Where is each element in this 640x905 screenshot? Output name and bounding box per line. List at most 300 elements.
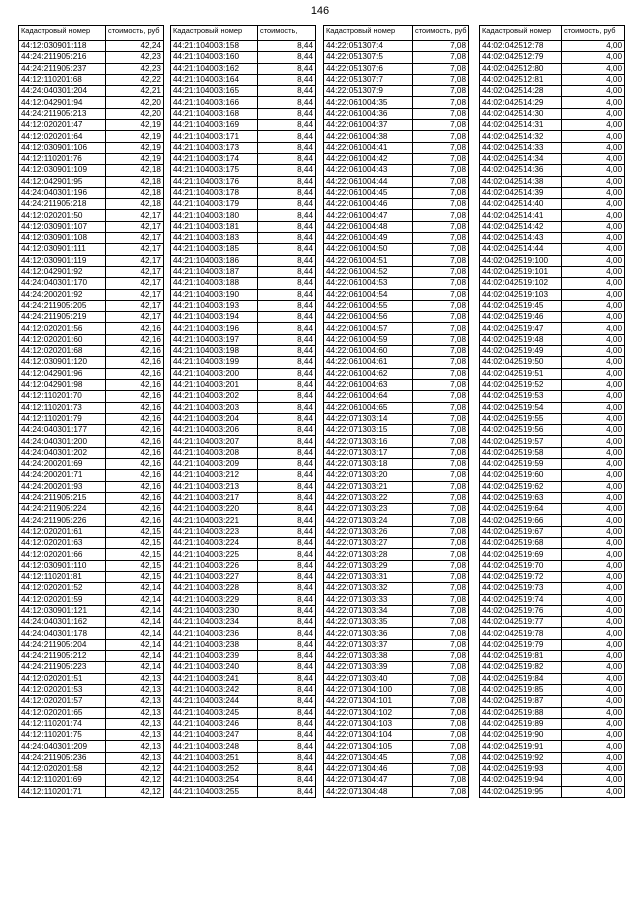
cost-cell: 4,00	[562, 470, 625, 481]
cadastral-number-cell: 44:22:061004:56	[324, 312, 413, 323]
cadastral-number-cell: 44:12:020201:65	[19, 707, 106, 718]
cadastral-number-cell: 44:21:104003:200	[171, 368, 258, 379]
table-row	[324, 628, 469, 639]
cost-cell: 7,08	[413, 255, 469, 266]
cost-cell: 8,44	[258, 458, 316, 469]
cost-cell: 42,21	[106, 86, 164, 97]
table-row	[480, 244, 625, 255]
table-header-row	[19, 26, 164, 41]
table-row	[324, 504, 469, 515]
cadastral-number-cell: 44:22:061004:42	[324, 153, 413, 164]
table-row	[19, 571, 164, 582]
table-row	[171, 696, 316, 707]
table-row	[324, 436, 469, 447]
table-row	[171, 233, 316, 244]
cadastral-number-cell: 44:02:042519:64	[480, 504, 562, 515]
cost-cell: 4,00	[562, 346, 625, 357]
cadastral-number-cell: 44:12:110201:71	[19, 786, 106, 797]
cadastral-number-cell: 44:12:030901:119	[19, 255, 106, 266]
cost-cell: 4,00	[562, 357, 625, 368]
cadastral-number-cell: 44:21:104003:213	[171, 481, 258, 492]
cadastral-number-cell: 44:21:104003:254	[171, 775, 258, 786]
cost-cell: 7,08	[413, 244, 469, 255]
table-row	[324, 741, 469, 752]
cost-cell: 7,08	[413, 639, 469, 650]
table-row	[19, 142, 164, 153]
table-row	[171, 639, 316, 650]
cadastral-number-cell: 44:02:042519:47	[480, 323, 562, 334]
cost-cell: 42,17	[106, 300, 164, 311]
cadastral-number-cell: 44:21:104003:197	[171, 334, 258, 345]
cadastral-number-cell: 44:24:211905:223	[19, 662, 106, 673]
table-row	[324, 255, 469, 266]
table-row	[324, 357, 469, 368]
cost-cell: 8,44	[258, 707, 316, 718]
cost-cell: 7,08	[413, 447, 469, 458]
table-row	[171, 651, 316, 662]
cadastral-number-cell: 44:21:104003:212	[171, 470, 258, 481]
cadastral-number-cell: 44:21:104003:179	[171, 199, 258, 210]
cost-cell: 7,08	[413, 74, 469, 85]
table-row	[324, 346, 469, 357]
cadastral-number-cell: 44:21:104003:173	[171, 142, 258, 153]
cadastral-number-cell: 44:22:061004:41	[324, 142, 413, 153]
cost-cell: 8,44	[258, 662, 316, 673]
cost-cell: 4,00	[562, 447, 625, 458]
cost-cell: 7,08	[413, 312, 469, 323]
cost-cell: 8,44	[258, 312, 316, 323]
table-row	[480, 357, 625, 368]
table-row	[480, 549, 625, 560]
cadastral-number-cell: 44:24:040301:170	[19, 278, 106, 289]
cadastral-number-cell: 44:21:104003:209	[171, 458, 258, 469]
cost-cell: 4,00	[562, 571, 625, 582]
cost-cell: 8,44	[258, 560, 316, 571]
table-row	[480, 752, 625, 763]
cost-cell: 7,08	[413, 560, 469, 571]
table-row	[171, 436, 316, 447]
cadastral-number-cell: 44:21:104003:204	[171, 413, 258, 424]
cost-cell: 7,08	[413, 176, 469, 187]
cadastral-number-cell: 44:12:030901:111	[19, 244, 106, 255]
table-row	[171, 74, 316, 85]
cost-cell: 8,44	[258, 357, 316, 368]
cadastral-number-cell: 44:02:042519:58	[480, 447, 562, 458]
cost-cell: 7,08	[413, 120, 469, 131]
table-row	[324, 108, 469, 119]
cadastral-number-cell: 44:22:061004:48	[324, 221, 413, 232]
cost-cell: 4,00	[562, 300, 625, 311]
table-row	[19, 210, 164, 221]
table-row	[324, 86, 469, 97]
table-row	[19, 131, 164, 142]
table-row	[19, 323, 164, 334]
cadastral-number-cell: 44:02:042519:69	[480, 549, 562, 560]
cadastral-number-cell: 44:02:042514:43	[480, 233, 562, 244]
cadastral-number-cell: 44:22:071303:24	[324, 515, 413, 526]
table-row	[171, 142, 316, 153]
table-row	[324, 131, 469, 142]
cadastral-number-cell: 44:12:030901:108	[19, 233, 106, 244]
cost-cell: 8,44	[258, 278, 316, 289]
table-row	[480, 594, 625, 605]
table-row	[480, 402, 625, 413]
cost-cell: 4,00	[562, 86, 625, 97]
cost-cell: 4,00	[562, 221, 625, 232]
cadastral-number-cell: 44:02:042519:45	[480, 300, 562, 311]
cost-cell: 7,08	[413, 323, 469, 334]
cadastral-number-cell: 44:12:020201:57	[19, 696, 106, 707]
table-row	[19, 594, 164, 605]
cost-cell: 7,08	[413, 549, 469, 560]
table-row	[480, 538, 625, 549]
cadastral-number-cell: 44:22:071304:103	[324, 718, 413, 729]
table-row	[480, 142, 625, 153]
cost-cell: 42,16	[106, 515, 164, 526]
cost-cell: 4,00	[562, 74, 625, 85]
cost-cell: 42,16	[106, 334, 164, 345]
table-row	[19, 696, 164, 707]
cost-cell: 4,00	[562, 707, 625, 718]
table-row	[480, 571, 625, 582]
cost-cell: 8,44	[258, 97, 316, 108]
cost-cell: 8,44	[258, 153, 316, 164]
cost-cell: 4,00	[562, 402, 625, 413]
table-row	[480, 165, 625, 176]
cadastral-number-cell: 44:21:104003:199	[171, 357, 258, 368]
table-row	[324, 176, 469, 187]
cadastral-number-cell: 44:12:030901:109	[19, 165, 106, 176]
cost-cell: 8,44	[258, 571, 316, 582]
cadastral-number-cell: 44:02:042519:52	[480, 379, 562, 390]
cost-cell: 8,44	[258, 594, 316, 605]
cost-cell: 7,08	[413, 165, 469, 176]
cost-cell: 8,44	[258, 436, 316, 447]
cadastral-number-cell: 44:22:071303:20	[324, 470, 413, 481]
table-row	[19, 639, 164, 650]
cadastral-number-cell: 44:02:042514:28	[480, 86, 562, 97]
cost-cell: 4,00	[562, 764, 625, 775]
table-row	[324, 199, 469, 210]
cost-cell: 8,44	[258, 244, 316, 255]
table-row	[324, 391, 469, 402]
cost-cell: 8,44	[258, 131, 316, 142]
cost-cell: 42,16	[106, 425, 164, 436]
table-row	[171, 571, 316, 582]
table-row	[324, 526, 469, 537]
cadastral-number-cell: 44:02:042514:33	[480, 142, 562, 153]
table-row	[171, 707, 316, 718]
cadastral-number-cell: 44:02:042519:79	[480, 639, 562, 650]
cost-cell: 42,14	[106, 628, 164, 639]
table-row	[324, 334, 469, 345]
cost-cell: 4,00	[562, 730, 625, 741]
table-header-row	[324, 26, 469, 41]
cost-cell: 7,08	[413, 436, 469, 447]
table-row	[171, 165, 316, 176]
cadastral-number-cell: 44:02:042519:63	[480, 492, 562, 503]
cadastral-number-cell: 44:12:042901:96	[19, 368, 106, 379]
cadastral-number-cell: 44:22:071303:23	[324, 504, 413, 515]
cost-cell: 8,44	[258, 142, 316, 153]
cadastral-number-cell: 44:22:071304:102	[324, 707, 413, 718]
cadastral-number-cell: 44:02:042519:73	[480, 583, 562, 594]
table-row	[19, 673, 164, 684]
table-row	[480, 97, 625, 108]
cost-cell: 8,44	[258, 391, 316, 402]
cadastral-number-cell: 44:24:200201:71	[19, 470, 106, 481]
table-row	[480, 605, 625, 616]
cost-cell: 8,44	[258, 741, 316, 752]
cadastral-number-cell: 44:12:030901:121	[19, 605, 106, 616]
cost-cell: 42,16	[106, 346, 164, 357]
table-row	[480, 651, 625, 662]
cost-cell: 42,16	[106, 458, 164, 469]
cadastral-number-cell: 44:21:104003:168	[171, 108, 258, 119]
cadastral-number-cell: 44:21:104003:221	[171, 515, 258, 526]
cost-cell: 42,16	[106, 402, 164, 413]
table-row	[171, 153, 316, 164]
cost-cell: 7,08	[413, 481, 469, 492]
cadastral-number-cell: 44:21:104003:251	[171, 752, 258, 763]
cadastral-number-cell: 44:02:042519:89	[480, 718, 562, 729]
cadastral-number-cell: 44:22:061004:54	[324, 289, 413, 300]
cadastral-number-cell: 44:21:104003:240	[171, 662, 258, 673]
table-row	[171, 684, 316, 695]
cost-cell: 42,16	[106, 492, 164, 503]
cadastral-number-cell: 44:22:061004:57	[324, 323, 413, 334]
cadastral-number-cell: 44:22:061004:45	[324, 187, 413, 198]
cadastral-number-cell: 44:02:042514:42	[480, 221, 562, 232]
table-row	[171, 278, 316, 289]
header-cost: стоимость, руб	[106, 26, 164, 41]
cadastral-number-cell: 44:12:110201:74	[19, 718, 106, 729]
cadastral-number-cell: 44:22:071304:101	[324, 696, 413, 707]
table-row	[480, 764, 625, 775]
table-row	[19, 52, 164, 63]
cadastral-number-cell: 44:02:042519:46	[480, 312, 562, 323]
table-row	[171, 108, 316, 119]
cost-cell: 7,08	[413, 278, 469, 289]
table-row	[171, 775, 316, 786]
table-row	[171, 662, 316, 673]
cost-cell: 8,44	[258, 108, 316, 119]
cost-cell: 42,19	[106, 153, 164, 164]
cadastral-number-cell: 44:21:104003:206	[171, 425, 258, 436]
cost-cell: 42,15	[106, 538, 164, 549]
cadastral-number-cell: 44:12:030901:118	[19, 41, 106, 52]
table-row	[480, 368, 625, 379]
cadastral-number-cell: 44:22:071304:46	[324, 764, 413, 775]
cost-cell: 42,13	[106, 752, 164, 763]
cadastral-number-cell: 44:22:071303:37	[324, 639, 413, 650]
table-row	[480, 187, 625, 198]
table-row	[324, 583, 469, 594]
cadastral-number-cell: 44:21:104003:175	[171, 165, 258, 176]
cadastral-number-cell: 44:12:020201:68	[19, 346, 106, 357]
cadastral-number-cell: 44:02:042519:76	[480, 605, 562, 616]
cost-cell: 7,08	[413, 707, 469, 718]
cost-cell: 7,08	[413, 651, 469, 662]
cadastral-number-cell: 44:24:211905:205	[19, 300, 106, 311]
cost-cell: 42,18	[106, 187, 164, 198]
table-row	[480, 775, 625, 786]
cadastral-number-cell: 44:12:020201:56	[19, 323, 106, 334]
page-number: 146	[310, 5, 330, 17]
cost-cell: 4,00	[562, 481, 625, 492]
cadastral-number-cell: 44:22:061004:51	[324, 255, 413, 266]
cost-cell: 4,00	[562, 583, 625, 594]
cost-cell: 8,44	[258, 413, 316, 424]
cost-cell: 7,08	[413, 86, 469, 97]
cost-cell: 42,18	[106, 199, 164, 210]
cost-cell: 7,08	[413, 515, 469, 526]
cost-cell: 42,17	[106, 278, 164, 289]
cadastral-number-cell: 44:22:071303:33	[324, 594, 413, 605]
cost-cell: 42,22	[106, 74, 164, 85]
table-row	[19, 458, 164, 469]
cadastral-number-cell: 44:02:042514:39	[480, 187, 562, 198]
cadastral-number-cell: 44:21:104003:245	[171, 707, 258, 718]
cost-cell: 8,44	[258, 176, 316, 187]
table-row	[171, 549, 316, 560]
cost-cell: 42,15	[106, 571, 164, 582]
cost-cell: 42,19	[106, 142, 164, 153]
cadastral-number-cell: 44:21:104003:228	[171, 583, 258, 594]
table-row	[19, 504, 164, 515]
cadastral-number-cell: 44:21:104003:183	[171, 233, 258, 244]
table-row	[480, 278, 625, 289]
cost-cell: 42,20	[106, 97, 164, 108]
table-row	[171, 391, 316, 402]
cadastral-number-cell: 44:22:061004:43	[324, 165, 413, 176]
table-row	[171, 764, 316, 775]
cadastral-number-cell: 44:02:042519:85	[480, 684, 562, 695]
cadastral-number-cell: 44:02:042519:82	[480, 662, 562, 673]
cadastral-number-cell: 44:22:071303:18	[324, 458, 413, 469]
cadastral-number-cell: 44:02:042512:78	[480, 41, 562, 52]
cadastral-number-cell: 44:02:042512:79	[480, 52, 562, 63]
cost-cell: 42,13	[106, 673, 164, 684]
cost-cell: 4,00	[562, 153, 625, 164]
cadastral-number-cell: 44:21:104003:220	[171, 504, 258, 515]
cost-cell: 42,23	[106, 52, 164, 63]
cadastral-table-4	[479, 25, 625, 798]
cadastral-number-cell: 44:21:104003:165	[171, 86, 258, 97]
cadastral-number-cell: 44:22:071303:14	[324, 413, 413, 424]
table-row	[324, 210, 469, 221]
cost-cell: 42,16	[106, 481, 164, 492]
cadastral-number-cell: 44:02:042519:102	[480, 278, 562, 289]
cadastral-number-cell: 44:21:104003:248	[171, 741, 258, 752]
cadastral-number-cell: 44:02:042519:60	[480, 470, 562, 481]
cadastral-number-cell: 44:02:042519:103	[480, 289, 562, 300]
table-row	[480, 447, 625, 458]
table-row	[171, 266, 316, 277]
table-body	[480, 41, 625, 798]
cadastral-number-cell: 44:22:051307:4	[324, 41, 413, 52]
cadastral-number-cell: 44:02:042519:55	[480, 413, 562, 424]
table-row	[324, 786, 469, 797]
cost-cell: 4,00	[562, 41, 625, 52]
cost-cell: 4,00	[562, 413, 625, 424]
table-row	[171, 752, 316, 763]
cadastral-number-cell: 44:21:104003:239	[171, 651, 258, 662]
cost-cell: 8,44	[258, 684, 316, 695]
cadastral-number-cell: 44:22:071303:38	[324, 651, 413, 662]
table-row	[19, 741, 164, 752]
cadastral-number-cell: 44:21:104003:187	[171, 266, 258, 277]
table-row	[324, 266, 469, 277]
cost-cell: 8,44	[258, 323, 316, 334]
table-row	[480, 741, 625, 752]
cost-cell: 8,44	[258, 526, 316, 537]
cost-cell: 7,08	[413, 526, 469, 537]
cadastral-number-cell: 44:12:030901:110	[19, 560, 106, 571]
cadastral-number-cell: 44:22:061004:63	[324, 379, 413, 390]
table-row	[171, 334, 316, 345]
cadastral-number-cell: 44:21:104003:236	[171, 628, 258, 639]
cost-cell: 8,44	[258, 628, 316, 639]
cost-cell: 7,08	[413, 187, 469, 198]
cost-cell: 4,00	[562, 639, 625, 650]
cost-cell: 7,08	[413, 617, 469, 628]
cadastral-number-cell: 44:21:104003:198	[171, 346, 258, 357]
cost-cell: 4,00	[562, 436, 625, 447]
cadastral-number-cell: 44:24:040301:200	[19, 436, 106, 447]
table-header-row	[480, 26, 625, 41]
table-row	[480, 346, 625, 357]
cost-cell: 4,00	[562, 142, 625, 153]
cost-cell: 8,44	[258, 187, 316, 198]
table-row	[19, 538, 164, 549]
cost-cell: 4,00	[562, 458, 625, 469]
cost-cell: 8,44	[258, 52, 316, 63]
table-row	[19, 764, 164, 775]
cost-cell: 7,08	[413, 108, 469, 119]
cadastral-number-cell: 44:22:061004:50	[324, 244, 413, 255]
cadastral-number-cell: 44:21:104003:176	[171, 176, 258, 187]
cadastral-number-cell: 44:22:071304:104	[324, 730, 413, 741]
cadastral-number-cell: 44:02:042519:68	[480, 538, 562, 549]
cadastral-number-cell: 44:02:042519:72	[480, 571, 562, 582]
cost-cell: 42,17	[106, 289, 164, 300]
cadastral-number-cell: 44:22:061004:44	[324, 176, 413, 187]
table-row	[171, 425, 316, 436]
cost-cell: 42,18	[106, 165, 164, 176]
cost-cell: 8,44	[258, 549, 316, 560]
table-row	[171, 458, 316, 469]
cadastral-number-cell: 44:24:040301:178	[19, 628, 106, 639]
cost-cell: 42,14	[106, 617, 164, 628]
table-row	[19, 244, 164, 255]
cadastral-number-cell: 44:24:040301:162	[19, 617, 106, 628]
table-row	[171, 413, 316, 424]
cost-cell: 8,44	[258, 651, 316, 662]
cost-cell: 42,14	[106, 594, 164, 605]
header-cost: стоимость, руб	[413, 26, 469, 41]
cost-cell: 42,12	[106, 764, 164, 775]
cost-cell: 8,44	[258, 74, 316, 85]
cadastral-number-cell: 44:22:051307:5	[324, 52, 413, 63]
cadastral-number-cell: 44:24:211905:237	[19, 63, 106, 74]
cadastral-number-cell: 44:12:020201:50	[19, 210, 106, 221]
table-row	[324, 673, 469, 684]
table-row	[19, 187, 164, 198]
cost-cell: 42,12	[106, 775, 164, 786]
header-cadastral-number: Кадастровый номер	[19, 26, 106, 41]
table-row	[171, 187, 316, 198]
